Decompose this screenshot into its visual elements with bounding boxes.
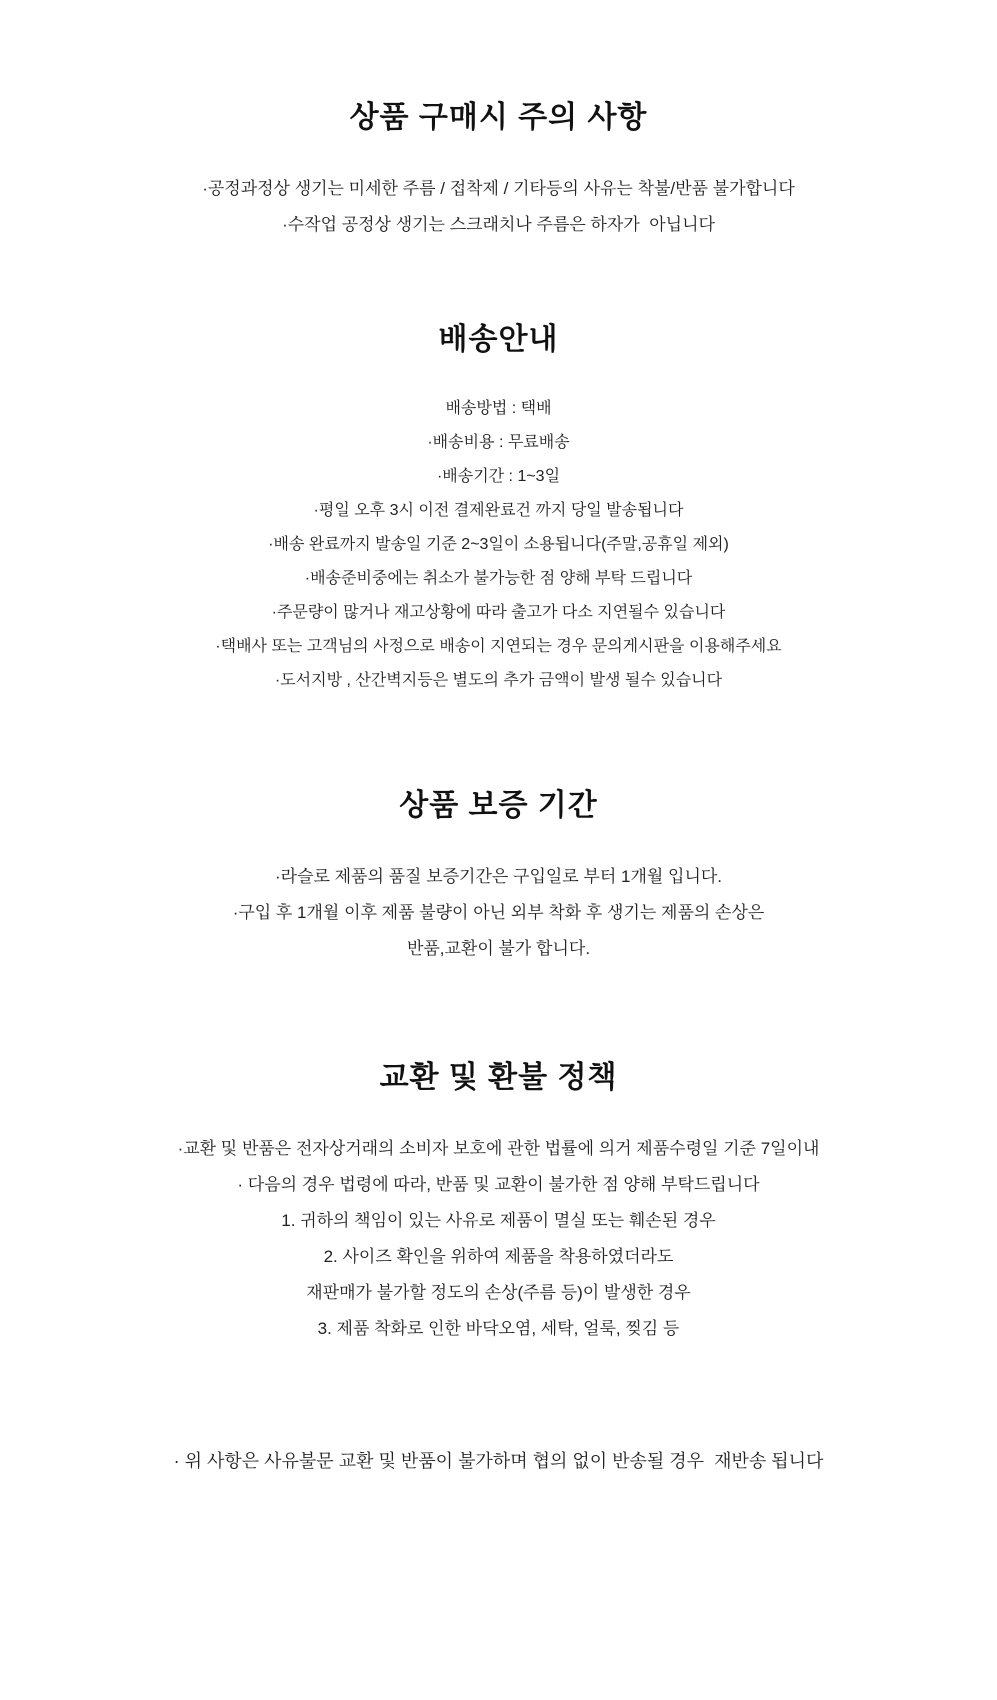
section-title-shipping-info: 배송안내	[438, 323, 559, 356]
footer-note: · 위 사항은 사유불문 교환 및 반품이 불가하며 협의 없이 반송될 경우 재반송 됩니다	[173, 1451, 824, 1471]
refund-line: 재판매가 불가할 정도의 손상(주름 등)이 발생한 경우	[306, 1283, 691, 1302]
shipping-line: ·배송기간 : 1~3일	[436, 468, 561, 485]
refund-line: 3. 제품 착화로 인한 바닥오염, 세탁, 얼룩, 찢김 등	[317, 1319, 680, 1338]
warranty-line: 반품,교환이 불가 합니다.	[406, 939, 591, 958]
section-body-warranty-period	[0, 862, 997, 964]
shipping-line: ·택배사 또는 고객님의 사정으로 배송이 지연되는 경우 문의게시판을 이용해주세요	[215, 638, 782, 655]
section-title-purchase-notice: 상품 구매시 주의 사항	[349, 101, 648, 134]
shipping-line: 배송방법 : 택배	[445, 400, 552, 417]
warranty-line: ·라슬로 제품의 품질 보증기간은 구입일로 부터 1개월 입니다.	[274, 867, 723, 886]
notice-line: ·공정과정상 생기는 미세한 주름 / 접착제 / 기타등의 사유는 착불/반품 불가합니다	[202, 179, 795, 198]
section-shipping-info	[0, 246, 997, 695]
warranty-line: ·구입 후 1개월 이후 제품 불량이 아닌 외부 착화 후 생기는 제품의 손상은	[232, 903, 765, 922]
shipping-line: ·평일 오후 3시 이전 결제완료건 까지 당일 발송됩니다	[313, 502, 684, 519]
refund-line: · 다음의 경우 법령에 따라, 반품 및 교환이 불가한 점 양해 부탁드립니다	[237, 1175, 760, 1194]
shipping-line: ·배송 완료까지 발송일 기준 2~3일이 소용됩니다(주말,공휴일 제외)	[268, 536, 729, 553]
shipping-line: ·도서지방 , 산간벽지등은 별도의 추가 금액이 발생 될수 있습니다	[274, 672, 723, 689]
shipping-line: ·주문량이 많거나 재고상황에 따라 출고가 다소 지연될수 있습니다	[271, 604, 726, 621]
section-purchase-notice	[0, 0, 997, 240]
section-warranty-period	[0, 700, 997, 964]
refund-line: ·교환 및 반품은 전자상거래의 소비자 보호에 관한 법률에 의거 제품수령일 기준 7일이내	[177, 1139, 820, 1158]
section-body-purchase-notice	[0, 174, 997, 240]
shipping-line: ·배송비용 : 무료배송	[427, 434, 570, 451]
notice-line: ·수작업 공정상 생기는 스크래치나 주름은 하자가 아닙니다	[282, 215, 715, 234]
section-body-shipping-info	[0, 394, 997, 695]
section-footer-note	[0, 1350, 997, 1546]
section-body-exchange-refund-policy	[0, 1134, 997, 1344]
section-exchange-refund-policy	[0, 970, 997, 1344]
refund-line: 2. 사이즈 확인을 위하여 제품을 착용하였더라도	[323, 1247, 674, 1266]
refund-line: 1. 귀하의 책임이 있는 사유로 제품이 멸실 또는 훼손된 경우	[281, 1211, 716, 1230]
section-title-warranty-period: 상품 보증 기간	[399, 789, 598, 822]
section-title-exchange-refund-policy: 교환 및 환불 정책	[379, 1061, 618, 1094]
shipping-line: ·배송준비중에는 취소가 불가능한 점 양해 부탁 드립니다	[304, 570, 693, 587]
